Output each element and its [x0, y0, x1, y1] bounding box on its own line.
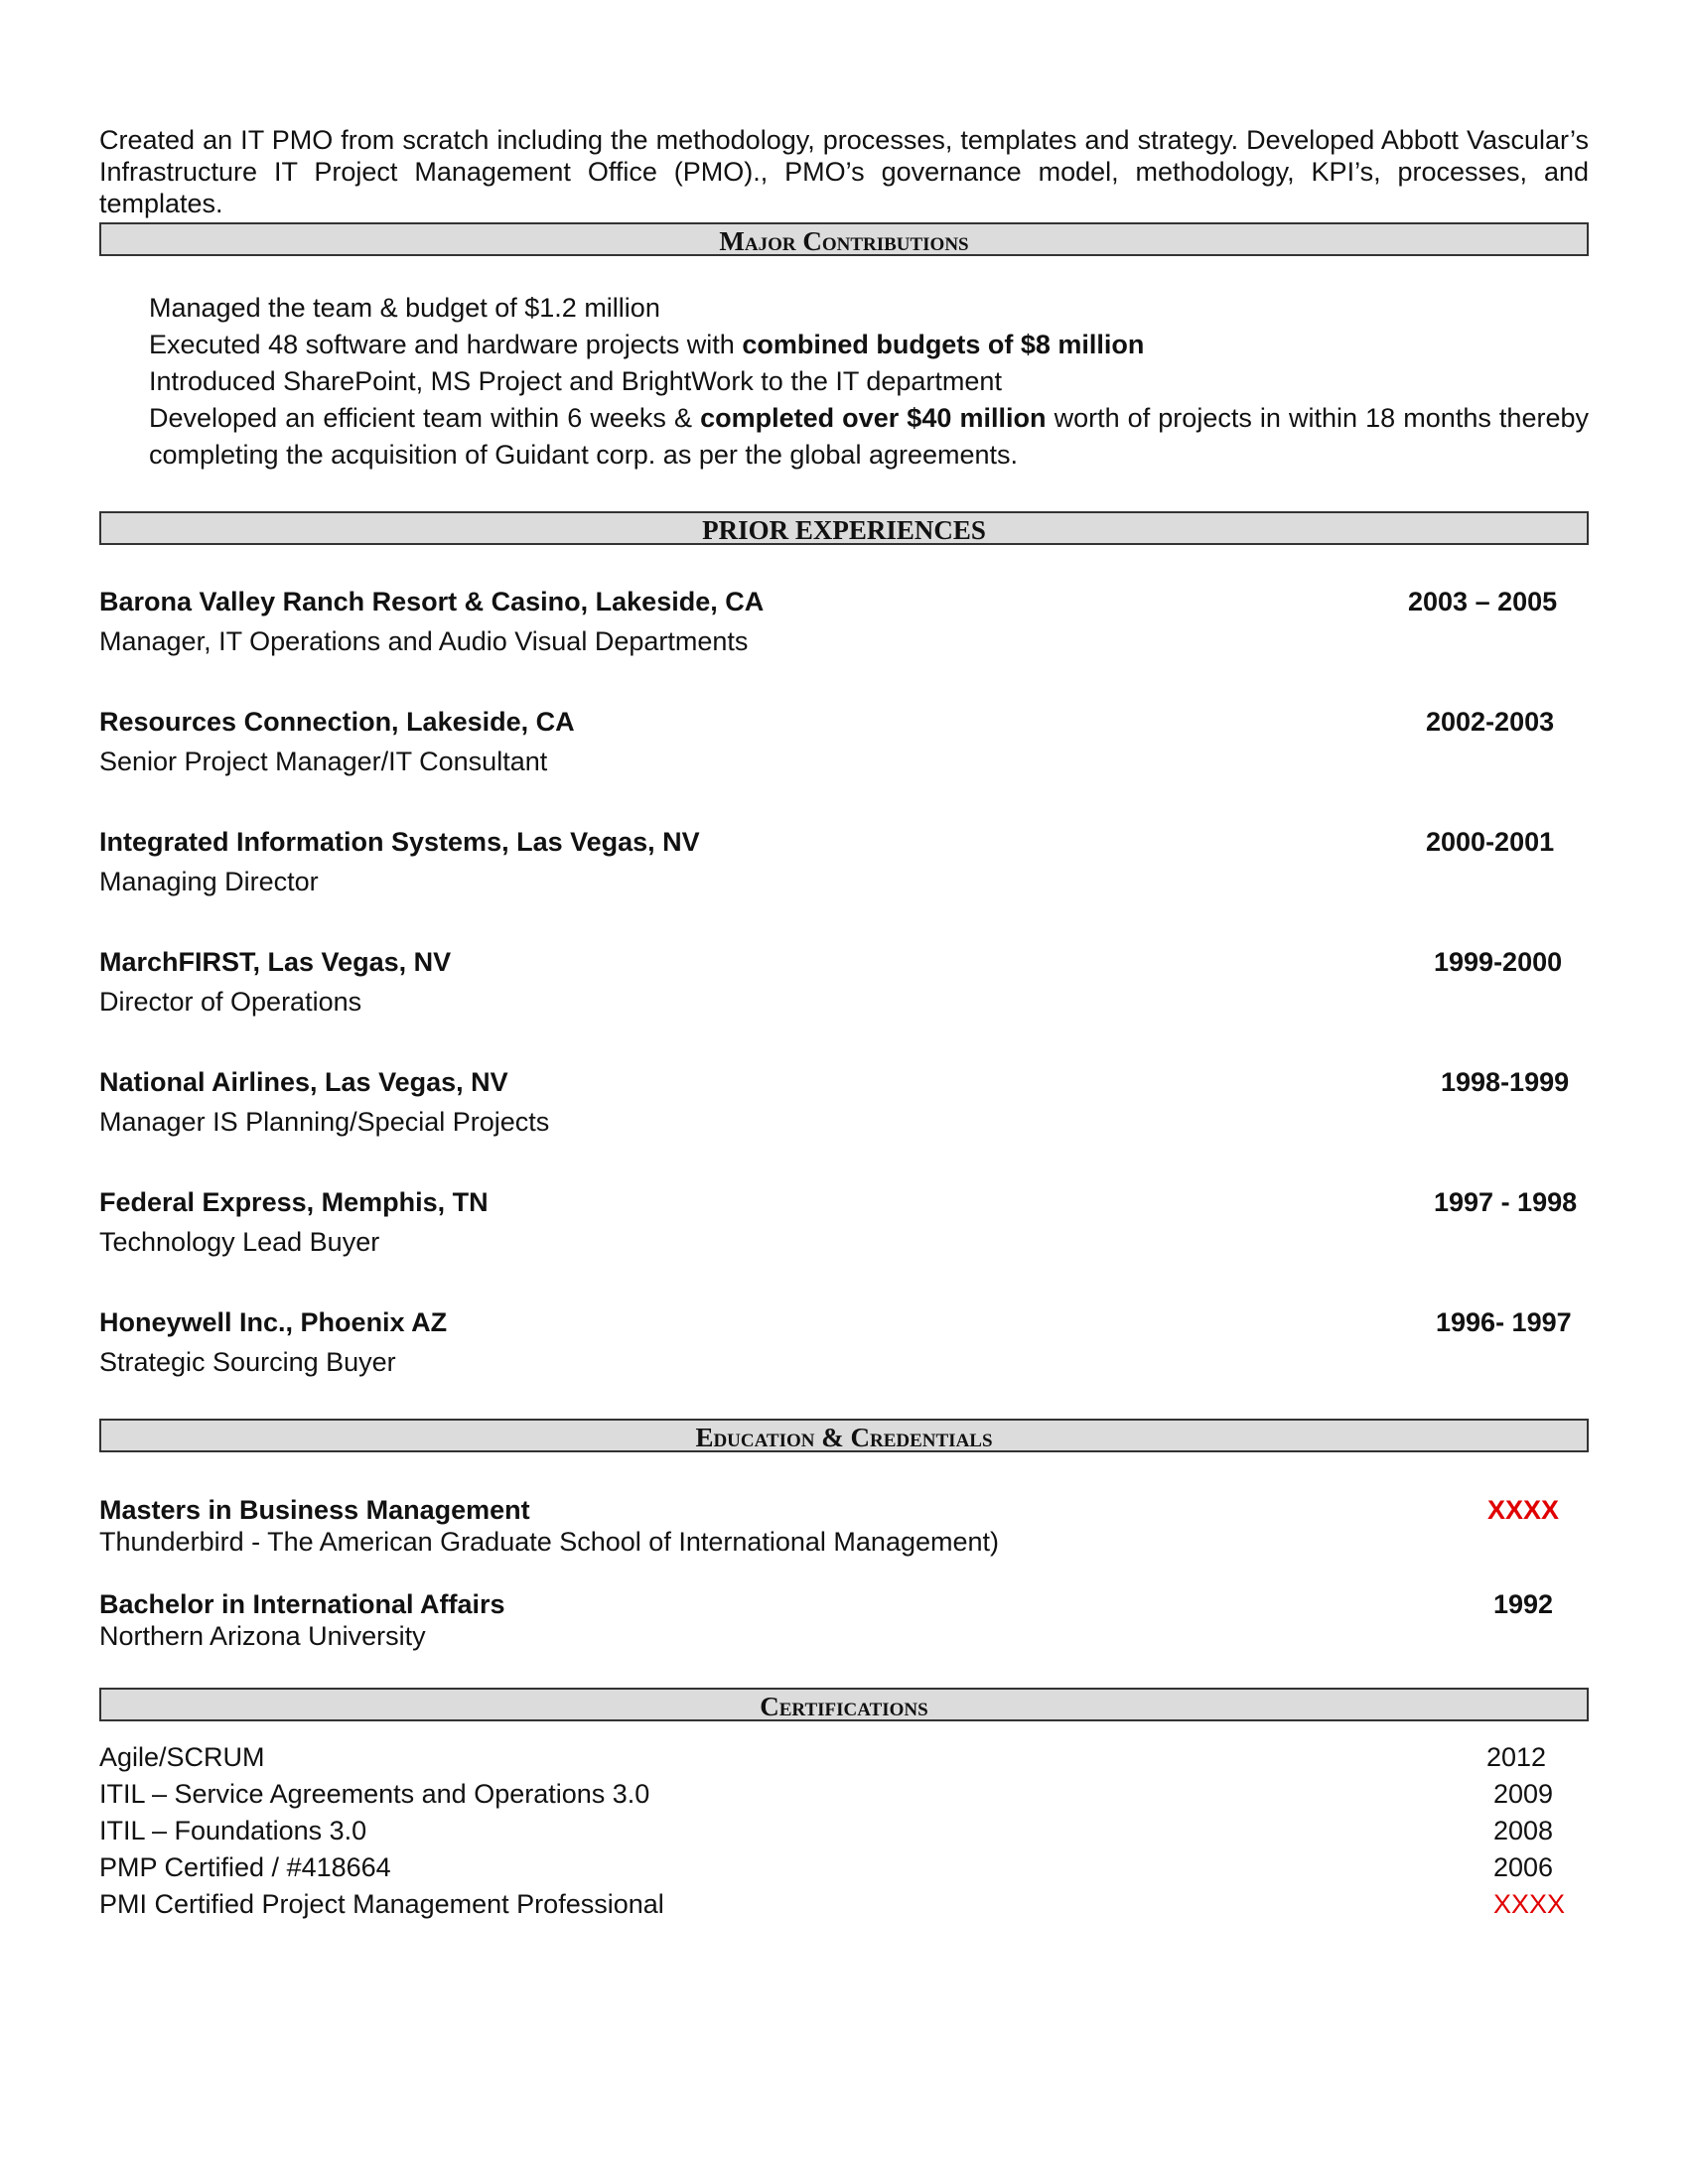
certification-list — [99, 1739, 1589, 1923]
employment-years: 1998-1999 — [1441, 1067, 1570, 1097]
company-name: Integrated Information Systems, Las Vegas, NV — [99, 827, 700, 857]
certification-year: 2009 — [1493, 1779, 1554, 1809]
contribution-highlight: combined budgets of $8 million — [742, 330, 1145, 359]
contribution-text: Developed an efficient team within 6 weeks & — [149, 403, 701, 433]
intro-paragraph: Created an IT PMO from scratch including the methodology, processes, templates and strategy. Developed Abbott Vascular’s Infrastructure IT Project Management Office (PMO)., PMO’s governance model, methodology, KPI’s, processes, and templates. — [99, 125, 1589, 218]
list-item — [99, 363, 1589, 400]
employment-years: 2000-2001 — [1426, 827, 1555, 857]
company-name: Honeywell Inc., Phoenix AZ — [99, 1307, 448, 1337]
certification-year: XXXX — [1493, 1889, 1566, 1919]
experience-entry — [99, 1185, 1589, 1305]
experience-entry — [99, 825, 1589, 945]
company-name: National Airlines, Las Vegas, NV — [99, 1067, 508, 1097]
certification-row — [99, 1776, 1589, 1813]
experience-entry — [99, 945, 1589, 1065]
experience-entry — [99, 1065, 1589, 1185]
contribution-text: Executed 48 software and hardware projects with — [149, 330, 743, 359]
education-list — [99, 1494, 1589, 1688]
contribution-text: Managed the team & budget of $1.2 million — [149, 293, 660, 323]
experience-entry — [99, 1305, 1589, 1419]
certification-year: 2008 — [1493, 1816, 1554, 1845]
job-title: Senior Project Manager/IT Consultant — [99, 747, 548, 776]
certification-row — [99, 1849, 1589, 1886]
company-name: MarchFIRST, Las Vegas, NV — [99, 947, 452, 977]
degree-year: 1992 — [1493, 1589, 1554, 1619]
education-entry — [99, 1588, 1589, 1688]
experience-entry — [99, 705, 1589, 825]
experience-list — [99, 585, 1589, 1419]
degree-year: XXXX — [1487, 1495, 1560, 1525]
contributions-list — [99, 290, 1589, 474]
contribution-text-end: worth of projects in within 18 months thereby completing the acquisition of Guidant corp. as per the global agreements. — [149, 403, 1589, 470]
certification-row — [99, 1886, 1589, 1923]
certification-year: 2012 — [1486, 1742, 1547, 1772]
education-entry — [99, 1494, 1589, 1588]
employment-years: 1997 - 1998 — [1434, 1187, 1578, 1217]
section-header-education: Education & Credentials — [99, 1419, 1589, 1452]
school-name: Thunderbird - The American Graduate School of International Management) — [99, 1527, 1000, 1557]
company-name: Federal Express, Memphis, TN — [99, 1187, 489, 1217]
certification-row — [99, 1739, 1589, 1776]
section-header-certifications: Certifications — [99, 1688, 1589, 1721]
certification-row — [99, 1813, 1589, 1849]
employment-years: 2002-2003 — [1426, 707, 1555, 737]
job-title: Manager IS Planning/Special Projects — [99, 1107, 550, 1137]
degree-name: Bachelor in International Affairs — [99, 1589, 505, 1619]
certification-name: PMP Certified / #418664 — [99, 1852, 391, 1882]
company-name: Resources Connection, Lakeside, CA — [99, 707, 575, 737]
certification-name: ITIL – Service Agreements and Operations 3.0 — [99, 1779, 650, 1809]
certification-year: 2006 — [1493, 1852, 1554, 1882]
contribution-highlight: completed over $40 million — [700, 403, 1047, 433]
certification-name: ITIL – Foundations 3.0 — [99, 1816, 367, 1845]
certification-name: PMI Certified Project Management Professional — [99, 1889, 664, 1919]
contribution-text: Introduced SharePoint, MS Project and BrightWork to the IT department — [149, 366, 1002, 396]
experience-entry — [99, 585, 1589, 705]
job-title: Manager, IT Operations and Audio Visual Departments — [99, 626, 749, 656]
employment-years: 1999-2000 — [1434, 947, 1563, 977]
resume-page — [99, 124, 1589, 1923]
employment-years: 2003 – 2005 — [1408, 587, 1558, 616]
job-title: Director of Operations — [99, 987, 362, 1017]
list-item — [99, 290, 1589, 327]
school-name: Northern Arizona University — [99, 1621, 426, 1651]
job-title: Technology Lead Buyer — [99, 1227, 380, 1257]
list-item — [99, 327, 1589, 363]
section-header-major-contributions: Major Contributions — [99, 222, 1589, 256]
certification-name: Agile/SCRUM — [99, 1742, 265, 1772]
job-title: Managing Director — [99, 867, 319, 896]
job-title: Strategic Sourcing Buyer — [99, 1347, 396, 1377]
section-header-prior-experiences: PRIOR EXPERIENCES — [99, 511, 1589, 545]
company-name: Barona Valley Ranch Resort & Casino, Lakeside, CA — [99, 587, 765, 616]
degree-name: Masters in Business Management — [99, 1495, 530, 1525]
employment-years: 1996- 1997 — [1436, 1307, 1572, 1337]
list-item — [99, 400, 1589, 474]
